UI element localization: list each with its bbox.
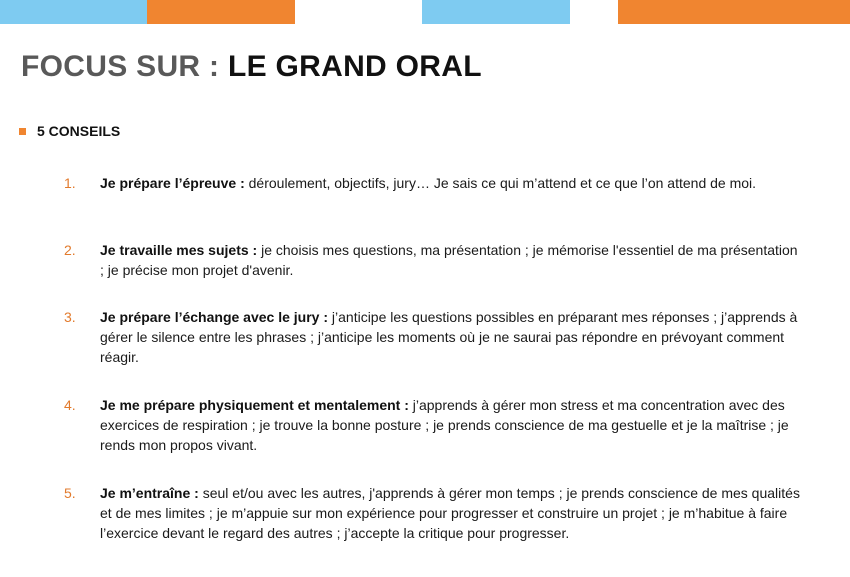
item-number: 1. [64,175,76,191]
list-item [64,483,804,543]
item-lead: Je me prépare physiquement et mentalement : [100,397,409,413]
item-number: 3. [64,309,76,325]
advice-list [64,173,804,543]
section-label: 5 CONSEILS [37,123,121,139]
item-number: 4. [64,397,76,413]
top-bar-blue-center [422,0,570,24]
top-bar-orange-right [618,0,850,24]
item-lead: Je prépare l’épreuve : [100,175,245,191]
item-text [100,395,804,483]
item-body: déroulement, objectifs, jury… Je sais ce qui m’attend et ce que l’on attend de moi. [244,175,757,191]
item-lead: Je m’entraîne : [100,485,199,501]
list-item [64,395,804,483]
page-title [21,50,482,84]
list-item [64,240,804,307]
item-text [100,173,804,240]
top-bar-blue-left [0,0,147,24]
title-main: LE GRAND ORAL [227,50,482,83]
top-bar-orange-left [147,0,295,24]
list-item [64,307,804,395]
item-number: 5. [64,485,76,501]
item-lead: Je travaille mes sujets : [100,242,258,258]
item-lead: Je prépare l’échange avec le jury : [100,309,329,325]
item-text [100,307,804,395]
list-item [64,173,804,240]
section-heading [19,123,120,139]
item-body: seul et/ou avec les autres, j'apprends à gérer mon temps ; je prends conscience de mes qualités et de mes limites ; je m’appuie sur mon expérience pour progresser et construire un projet ; je m’habitue à faire l’exercice devant le regard des autres ; j’accepte la critique pour progresser. [100,485,800,541]
item-text [100,483,804,543]
square-bullet-icon [19,128,26,135]
item-body: j’apprends à gérer mon stress et ma concentration avec des exercices de respiration ; je trouve la bonne posture ; je prends conscience de ma gestuelle et je la maîtrise ; je rends mon propos vivant. [100,397,789,453]
item-body: j’anticipe les questions possibles en préparant mes réponses ; j’apprends à gérer le silence entre les phrases ; j’anticipe les moments où je ne saurai pas répondre en prévoyant comment réagir. [100,309,798,365]
item-text [100,240,804,307]
title-prefix: FOCUS SUR : [21,50,228,83]
item-body: je choisis mes questions, ma présentation ; je mémorise l'essentiel de ma présentation ; je précise mon projet d'avenir. [100,242,798,278]
item-number: 2. [64,242,76,258]
